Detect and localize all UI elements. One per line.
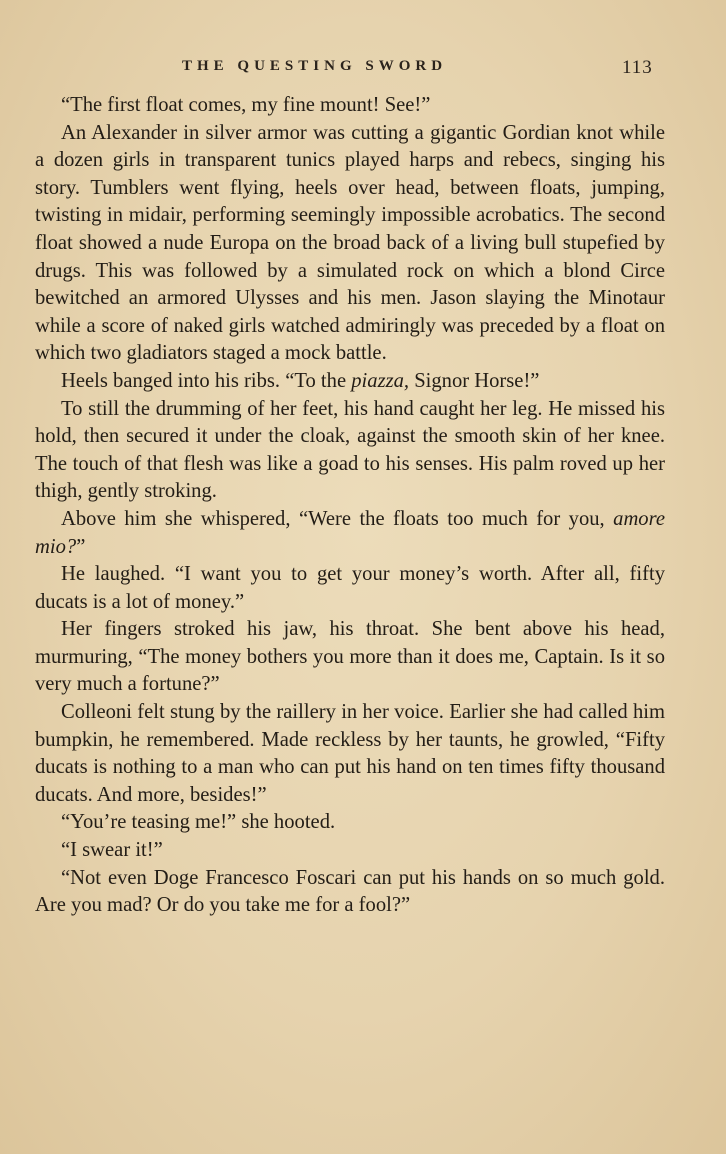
paragraph: Heels banged into his ribs. “To the piazza, Signor Horse!” [61, 369, 540, 392]
paragraph: Her fingers stroked his jaw, his throat. She bent above his head, murmuring, “The money bothers you more than it does me, Captain. Is it so very much a fortune?” [35, 618, 665, 696]
body-text [35, 92, 665, 920]
paragraph: He laughed. “I want you to get your money’s worth. After all, fifty ducats is a lot of money.” [35, 563, 665, 613]
paragraph: “You’re teasing me!” she hooted. [61, 811, 336, 834]
paragraph: An Alexander in silver armor was cutting a gigantic Gordian knot while a dozen girls in transparent tunics played harps and rebecs, singing his story. Tumblers went flying, heels over head, between floats, jumping, twisting in midair, performing seemingly impossible acrobatics. The second float showed a nude Europa on the broad back of a living bull stupefied by drugs. This was followed by a simulated rock on which a blond Circe bewitched an armored Ulysses and his men. Jason slaying the Minotaur while a score of naked girls watched admiringly was preceded by a float on which two gladiators staged a mock battle. [35, 121, 665, 365]
italic-phrase: piazza, [351, 369, 410, 392]
paragraph: Above him she whispered, “Were the floats too much for you, amore mio?” [35, 507, 665, 558]
running-title: THE QUESTING SWORD [182, 58, 448, 74]
paragraph: “I swear it!” [61, 839, 163, 862]
running-head [0, 58, 726, 82]
page-number: 113 [622, 57, 653, 78]
paragraph: “Not even Doge Francesco Foscari can put his hands on so much gold. Are you mad? Or do you take me for a fool?” [35, 866, 665, 917]
paragraph: Colleoni felt stung by the raillery in her voice. Earlier she had called him bumpkin, he remembered. Made reckless by her taunts, he growled, “Fifty ducats is nothing to a man who can put his hand on ten times fifty thousand ducats. And more, besides!” [35, 701, 665, 806]
italic-phrase: amore mio? [35, 507, 665, 558]
paragraph: “The first float comes, my fine mount! See!” [61, 94, 431, 116]
paragraph: To still the drumming of her feet, his hand caught her leg. He missed his hold, then secured it under the cloak, against the smooth skin of her knee. The touch of that flesh was like a goad to his senses. His palm roved up her thigh, gently stroking. [35, 397, 665, 503]
